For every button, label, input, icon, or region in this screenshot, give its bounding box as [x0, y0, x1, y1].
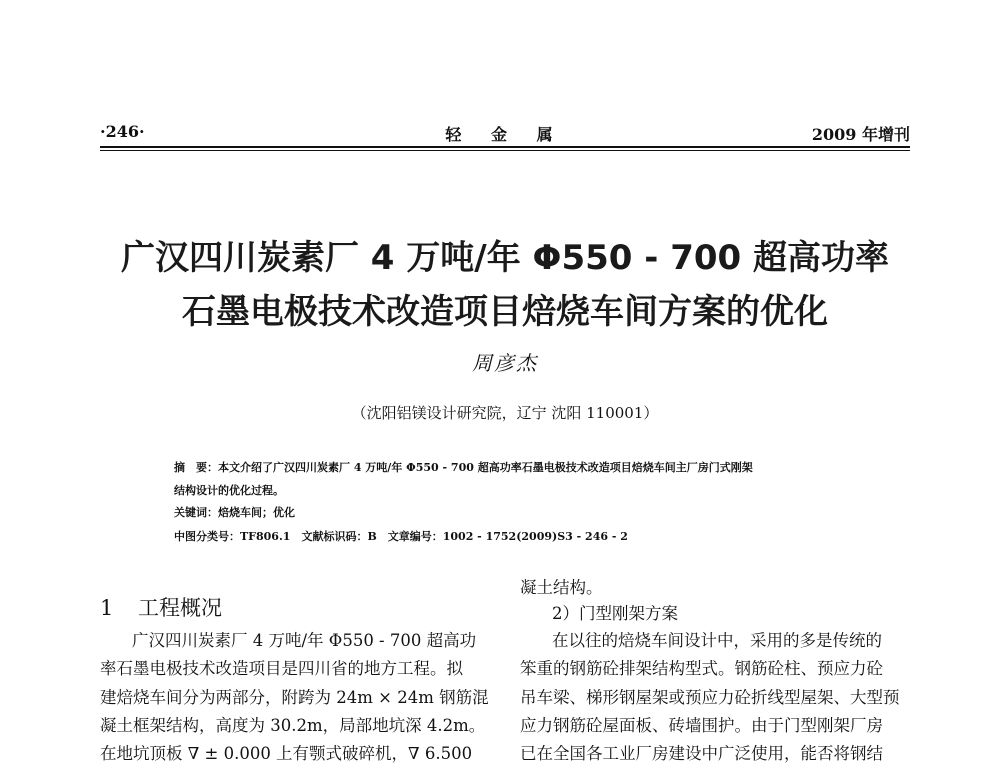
- issue-label: 2009 年增刊: [811, 125, 910, 144]
- abstract-line-2: 结构设计的优化过程。: [174, 484, 284, 497]
- header-rule-thin: [100, 150, 910, 151]
- title-line-1: 广汉四川炭素厂 4 万吨/年 Φ550 - 700 超高功率: [120, 238, 890, 278]
- body-right-line-1: 凝土结构。: [520, 578, 603, 597]
- body-left-line-1: 广汉四川炭素厂 4 万吨/年 Φ550 - 700 超高功: [132, 631, 477, 650]
- section-heading: [100, 592, 222, 622]
- body-right-line-4: 笨重的钢筋砼排架结构型式。钢筋砼柱、预应力砼: [520, 659, 883, 678]
- body-left-line-2: 率石墨电极技术改造项目是四川省的地方工程。拟: [100, 659, 463, 678]
- header-rule-thick: [100, 146, 910, 148]
- section-title: 工程概况: [138, 596, 222, 620]
- classification-line: 中图分类号：TF806.1 文献标识码：B 文章编号：1002 - 1752(2009)S3 - 246 - 2: [174, 530, 628, 543]
- abstract-line-1: [174, 462, 753, 474]
- running-header: [100, 122, 910, 146]
- author-name: 周彦杰: [472, 351, 538, 375]
- section-number: 1: [100, 596, 114, 620]
- body-right-line-6: 应力钢筋砼屋面板、砖墙围护。由于门型刚架厂房: [520, 716, 883, 735]
- page-number: ·246·: [100, 122, 145, 141]
- body-left-line-3: 建焙烧车间分为两部分，附跨为 24m × 24m 钢筋混: [100, 688, 489, 707]
- keywords-text: 焙烧车间；优化: [218, 506, 295, 519]
- body-right-line-3: 在以往的焙烧车间设计中，采用的多是传统的: [552, 631, 882, 650]
- journal-name: 轻 金 属: [445, 125, 565, 144]
- keywords-line: [174, 507, 295, 519]
- abstract-label: 摘 要：: [174, 461, 218, 474]
- abstract-text-1: 本文介绍了广汉四川炭素厂 4 万吨/年 Φ550 - 700 超高功率石墨电极技术改造项目焙烧车间主厂房门式刚架: [218, 461, 753, 474]
- body-right-line-7: 已在全国各工业厂房建设中广泛使用，能否将钢结: [520, 744, 883, 763]
- title-line-2: 石墨电极技术改造项目焙烧车间方案的优化: [182, 292, 828, 332]
- subsection-heading: 2）门型刚架方案: [552, 604, 678, 623]
- body-right-line-5: 吊车梁、梯形钢屋架或预应力砼折线型屋架、大型预: [520, 688, 900, 707]
- author-affiliation: （沈阳铝镁设计研究院，辽宁 沈阳 110001）: [351, 404, 659, 422]
- body-left-line-5: 在地坑顶板 ∇ ± 0.000 上有颚式破碎机，∇ 6.500: [100, 744, 473, 763]
- body-left-line-4: 凝土框架结构，高度为 30.2m，局部地坑深 4.2m。: [100, 716, 486, 735]
- keywords-label: 关键词：: [174, 506, 218, 519]
